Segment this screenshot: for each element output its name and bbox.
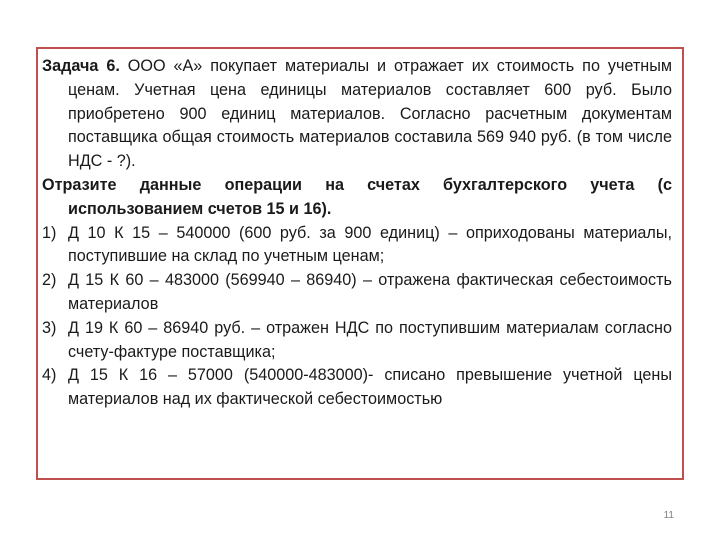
instruction-paragraph: Отразите данные операции на счетах бухгалтерского учета (с использованием счетов 15 и 16). [42,175,672,218]
entry-number: 3) [42,318,57,337]
page-number: 11 [663,510,674,521]
entry-number: 4) [42,366,57,385]
task-paragraph [42,55,672,174]
entry-text: Д 15 К 16 – 57000 (540000-483000)- списано превышение учетной цены материалов над их фактической себестоимостью [68,366,672,409]
entry-number: 2) [42,271,57,290]
entry-text: Д 15 К 60 – 483000 (569940 – 86940) – отражена фактическая себестоимость материалов [68,271,672,313]
entry-item [42,222,672,270]
slide-content [42,55,672,412]
entry-text: Д 19 К 60 – 86940 руб. – отражен НДС по поступившим материалам согласно счету-фактуре поставщика; [68,318,672,361]
entry-item [42,364,672,412]
entry-item [42,269,672,317]
task-text: ООО «А» покупает материалы и отражает их стоимость по учетным ценам. Учетная цена единицы материалов составляет 600 руб. Было приобретено 900 единиц материалов. Согласно расчетным документам поставщика общая стоимость материалов составила 569 940 руб. (в том числе НДС - ?). [68,57,672,171]
entry-number: 1) [42,223,57,242]
entry-item [42,317,672,365]
task-title: Задача 6. [42,57,120,75]
entry-text: Д 10 К 15 – 540000 (600 руб. за 900 единиц) – оприходованы материалы, поступившие на склад по учетным ценам; [68,223,672,266]
